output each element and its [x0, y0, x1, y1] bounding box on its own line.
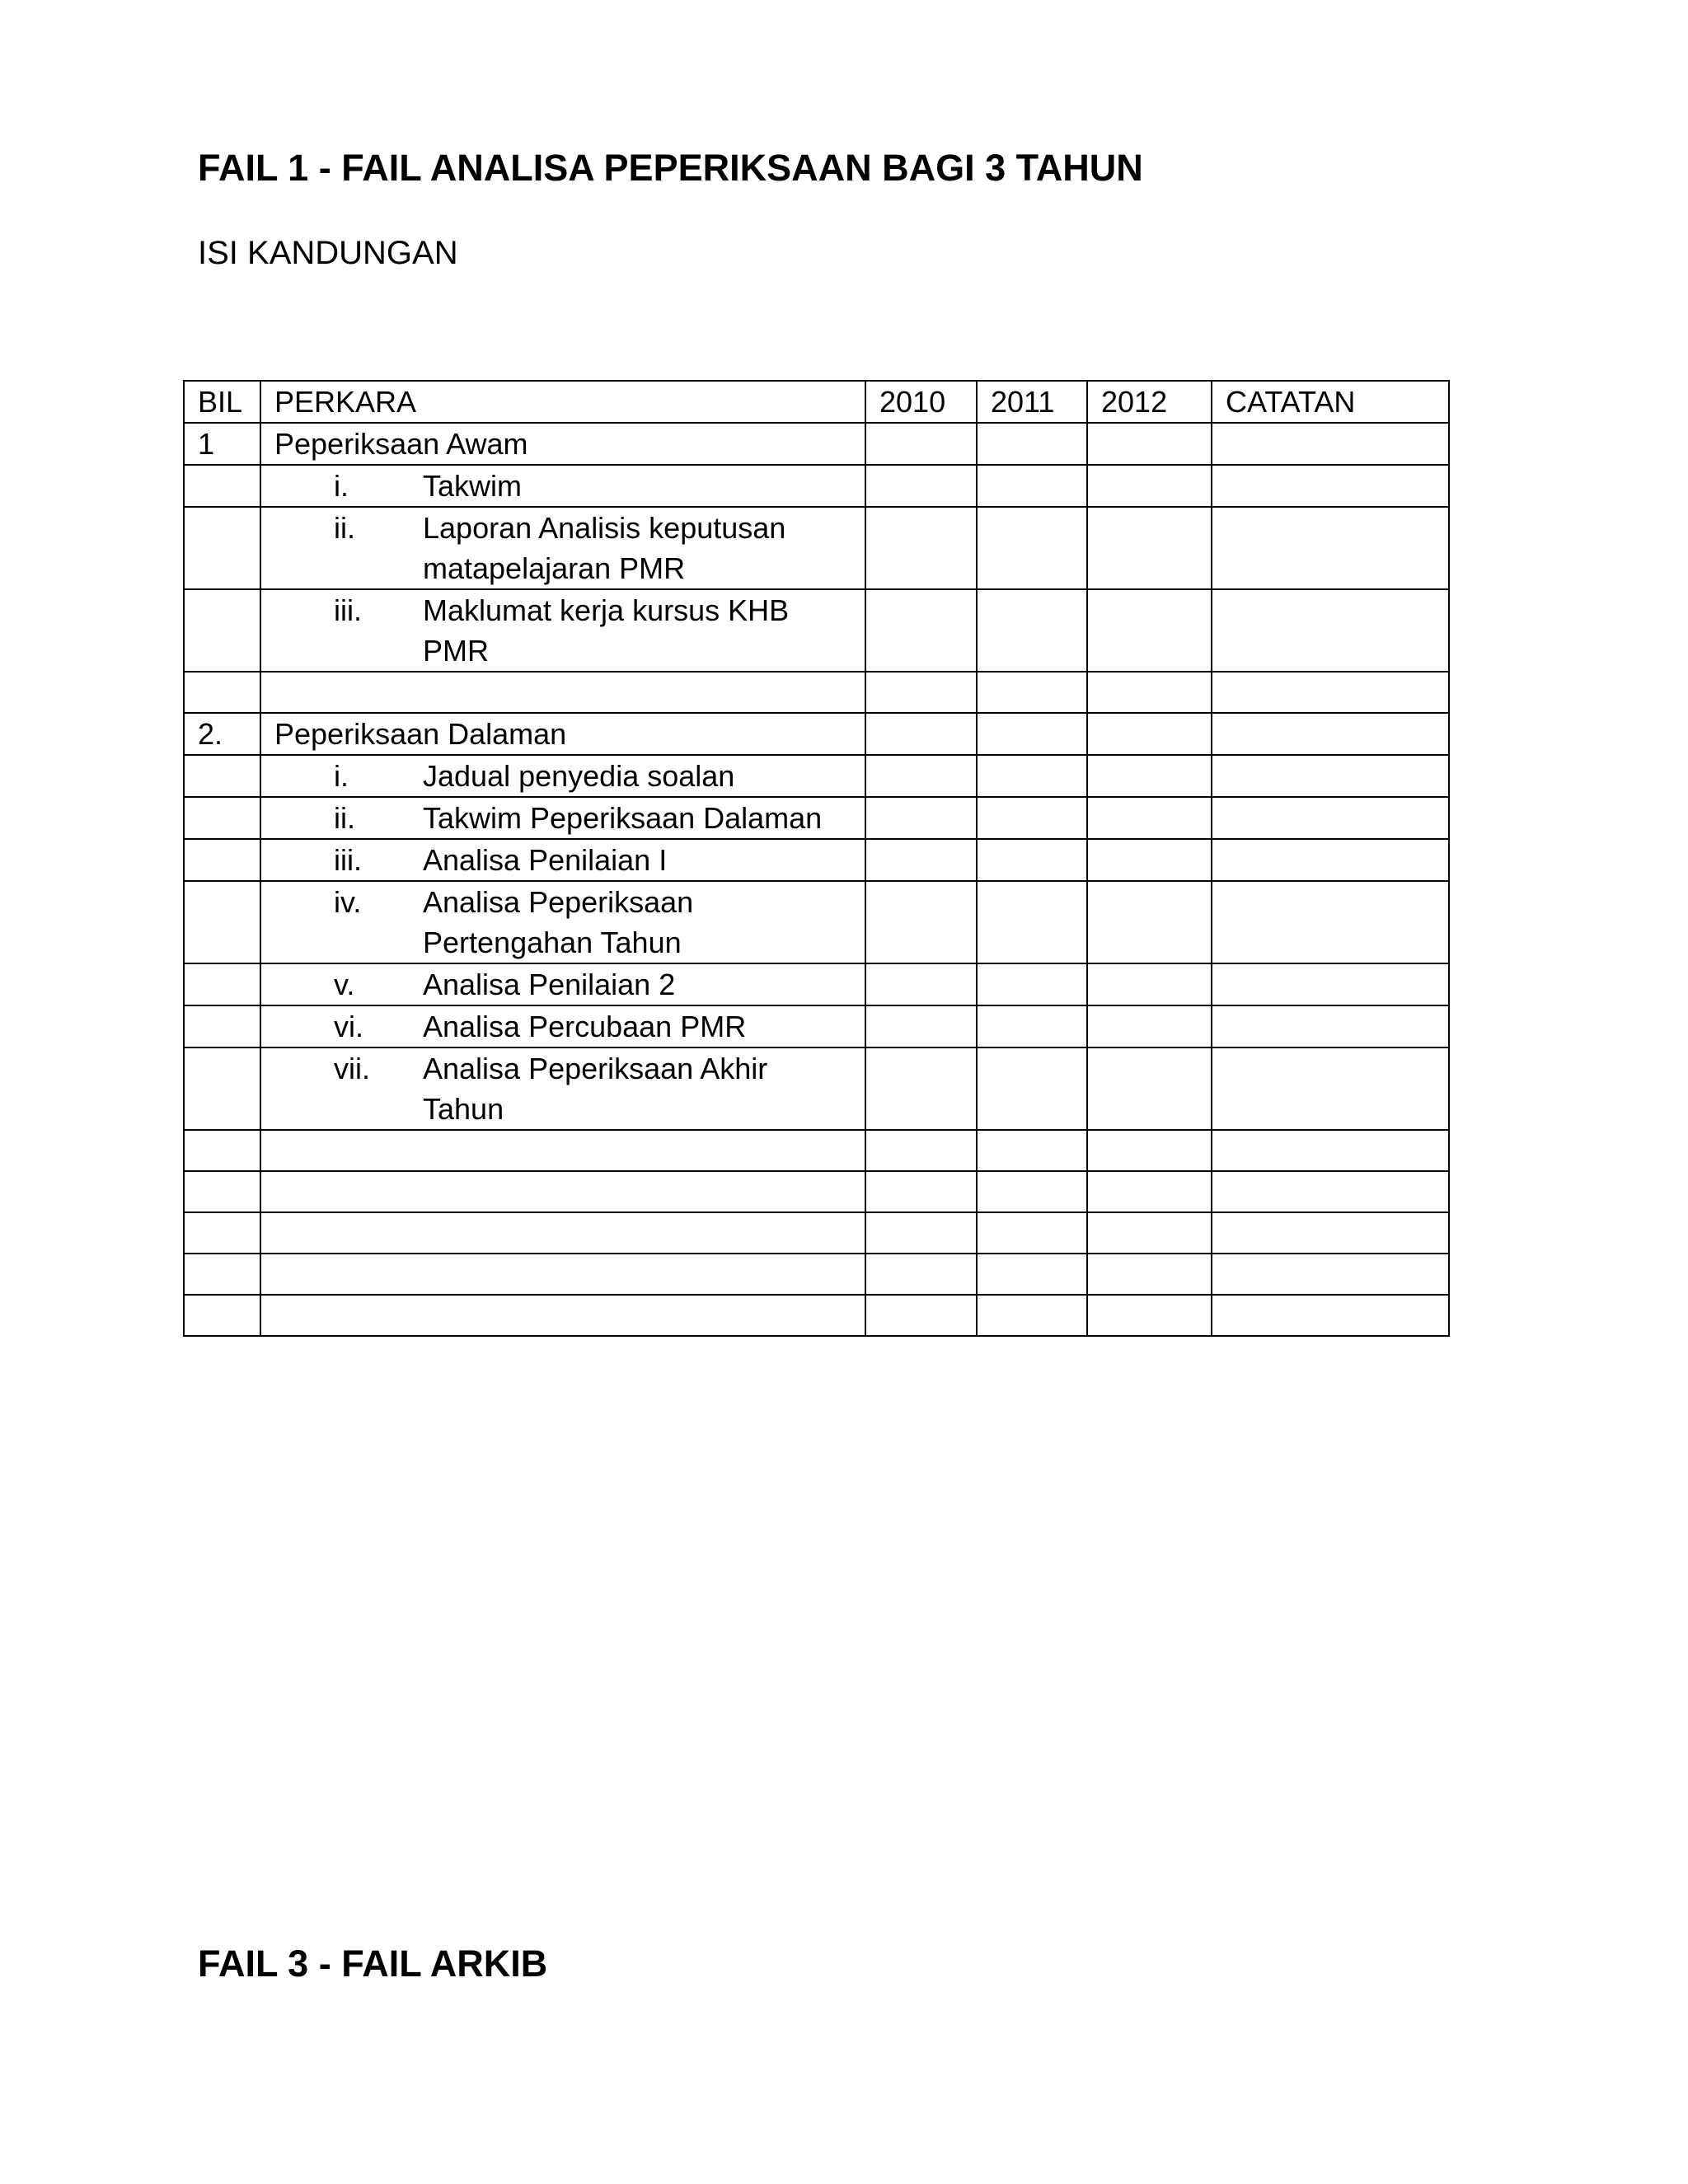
item-text: Analisa Penilaian I — [423, 843, 668, 877]
contents-table — [183, 380, 1450, 1337]
table-row — [184, 465, 1449, 507]
item-number: ii. — [334, 801, 355, 835]
item-number: iv. — [334, 885, 362, 919]
header-2012: 2012 — [1087, 381, 1212, 423]
item-number: iii. — [334, 593, 362, 627]
item-number: i. — [334, 469, 349, 503]
bil-cell: 1 — [184, 423, 260, 465]
item-text: Takwim Peperiksaan Dalaman — [423, 801, 823, 835]
empty-row — [184, 1130, 1449, 1171]
empty-row — [184, 1171, 1449, 1212]
section-title-fail-3: FAIL 3 - FAIL ARKIB — [198, 1943, 548, 1985]
item-number: iii. — [334, 843, 362, 877]
table-row — [184, 797, 1449, 839]
item-text: Analisa Percubaan PMR — [423, 1010, 747, 1043]
table-row — [184, 589, 1449, 672]
table-row — [184, 507, 1449, 589]
contents-subtitle: ISI KANDUNGAN — [198, 235, 458, 271]
page-title: FAIL 1 - FAIL ANALISA PEPERIKSAAN BAGI 3 TAHUN — [198, 147, 1143, 189]
table-row — [184, 713, 1449, 755]
item-text: Takwim — [423, 469, 523, 503]
item-number: ii. — [334, 511, 355, 545]
item-cell — [260, 1047, 865, 1130]
item-cell — [260, 589, 865, 672]
table-row — [184, 963, 1449, 1005]
item-cell — [260, 755, 865, 797]
table-row — [184, 839, 1449, 881]
item-cell — [260, 839, 865, 881]
header-perkara: PERKARA — [260, 381, 865, 423]
header-2011: 2011 — [977, 381, 1087, 423]
item-text: Maklumat kerja kursus KHB PMR — [423, 593, 790, 668]
item-number: vii. — [334, 1052, 370, 1085]
section-heading: Peperiksaan Dalaman — [260, 713, 865, 755]
item-cell — [260, 465, 865, 507]
header-row — [184, 381, 1449, 423]
item-cell — [260, 797, 865, 839]
empty-row — [184, 1212, 1449, 1254]
item-cell — [260, 1005, 865, 1047]
item-number: i. — [334, 759, 349, 793]
bil-cell: 2. — [184, 713, 260, 755]
item-text: Jadual penyedia soalan — [423, 759, 735, 793]
item-number: vi. — [334, 1010, 363, 1043]
item-text: Analisa Peperiksaan Akhir Tahun — [423, 1052, 768, 1126]
header-catatan: CATATAN — [1212, 381, 1449, 423]
empty-row — [184, 1295, 1449, 1336]
item-cell — [260, 963, 865, 1005]
empty-row — [184, 672, 1449, 713]
item-number: v. — [334, 968, 355, 1001]
table-row — [184, 1047, 1449, 1130]
header-bil: BIL — [184, 381, 260, 423]
item-text: Analisa Penilaian 2 — [423, 968, 676, 1001]
header-2010: 2010 — [865, 381, 977, 423]
item-cell — [260, 507, 865, 589]
item-text: Laporan Analisis keputusan matapelajaran PMR — [423, 511, 786, 585]
table-row — [184, 755, 1449, 797]
table-row — [184, 881, 1449, 963]
item-cell — [260, 881, 865, 963]
table-row — [184, 423, 1449, 465]
table-row — [184, 1005, 1449, 1047]
empty-row — [184, 1254, 1449, 1295]
item-text: Analisa Peperiksaan Pertengahan Tahun — [423, 885, 694, 959]
section-heading: Peperiksaan Awam — [260, 423, 865, 465]
